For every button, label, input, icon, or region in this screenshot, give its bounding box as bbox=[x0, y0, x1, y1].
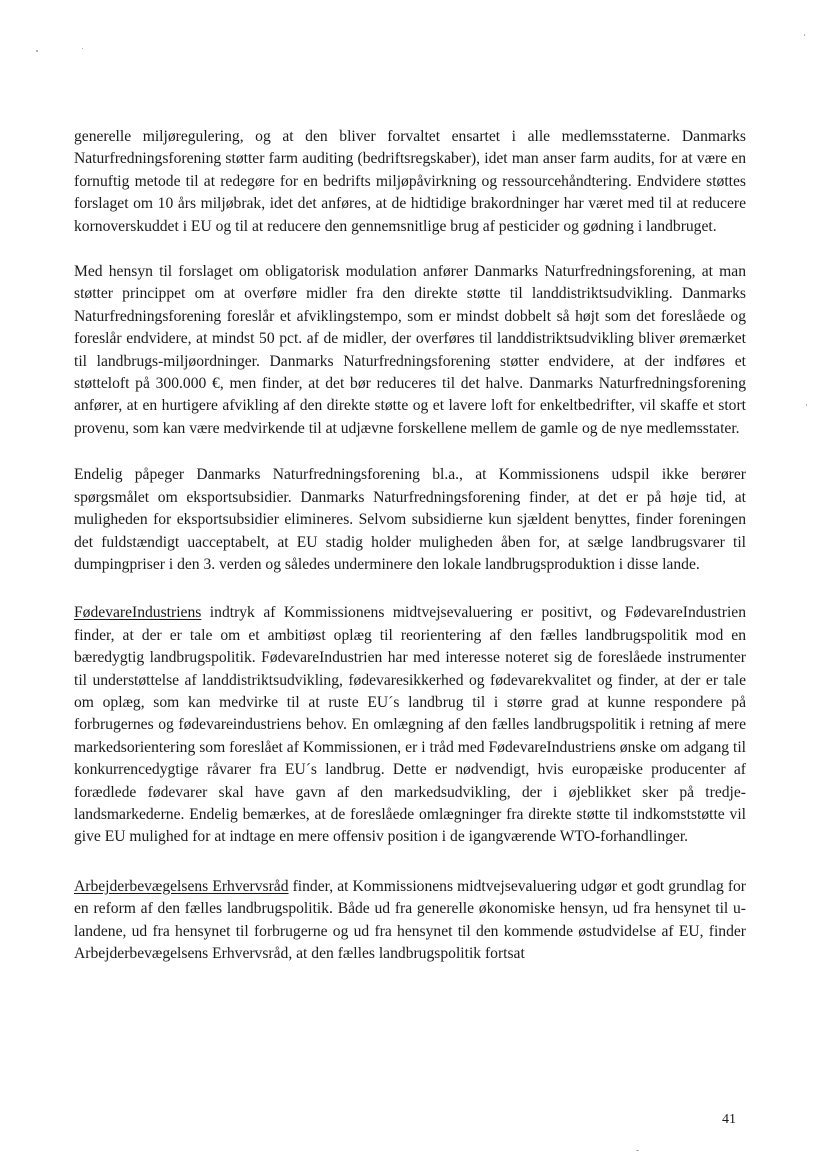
paragraph bbox=[74, 126, 746, 238]
paragraph-text: indtryk af Kommissionens midtvejsevaluering er positivt, og FødevareIndustrien finder, at der er tale om et ambitiøst oplæg til reorientering af den fælles landbrugspolitik mod en bæredygtig landbrugspolitik. FødevareIndustrien har med interesse noteret sig de foreslåede instrumenter til understøttelse af landdistriktsudvikling, fødevaresikkerhed og fødevarekvalitet og finder, at der er tale om oplæg, som kan medvirke til at ruste EU´s landbrug til i større grad at kunne respondere på forbrugernes og fødevareindustriens behov. En omlægning af den fælles landbrugspolitik i retning af mere markedsorientering som foreslået af Kommissionen, er i tråd med FødevareIndustriens ønske om adgang til konkurrencedygtige råvarer fra EU´s landbrug. Dette er nødvendigt, hvis europæiske producenter af forædlede fødevarer skal have gavn af den markedsudvikling, der i øjeblikket sker på tredje-landsmarkederne. Endelig bemærkes, at de foreslåede omlægninger fra direkte støtte til indkomststøtte vil give EU mulighed for at indtage en mere offensiv position i de igangværende WTO-forhandlinger. bbox=[74, 604, 746, 846]
document-body bbox=[74, 126, 746, 965]
scan-speck bbox=[636, 1150, 639, 1151]
paragraph-text: Endelig påpeger Danmarks Naturfredningsforening bl.a., at Kommissionens udspil ikke berører spørgsmålet om eksportsubsidier. Danmarks Naturfredningsforening finder, at det er på høje tid, at muligheden for eksportsubsidier elimineres. Selvom subsidierne kun sjældent benyttes, finder foreningen det fuldstændigt uacceptabelt, at EU stadig holder muligheden åben for, at sælge landbrugsvarer til dumpingpriser i den 3. verden og således underminere den lokale landbrugsproduktion i disse lande. bbox=[74, 466, 746, 573]
page-number: 41 bbox=[722, 1112, 736, 1127]
paragraph-text: Med hensyn til forslaget om obligatorisk modulation anfører Danmarks Naturfredningsforening, at man støtter princippet om at overføre midler fra den direkte støtte til landdistriktsudvikling. Danmarks Naturfredningsforening foreslår et afviklingstempo, som er mindst dobbelt så højt som det foreslåede og foreslår endvidere, at mindst 50 pct. af de midler, der overføres til landdistriktsudvikling bliver øremærket til landbrugs-miljøordninger. Danmarks Naturfredningsforening støtter endvidere, at der indføres et støtteloft på 300.000 €, men finder, at det bør reduceres til det halve. Danmarks Naturfredningsforening anfører, at en hurtigere afvikling af den direkte støtte og et lavere loft for enkeltbedrifter, vil skaffe et stort provenu, som kan være medvirkende til at udjævne forskellene mellem de gamle og de nye medlemsstater. bbox=[74, 263, 746, 437]
paragraph bbox=[74, 464, 746, 576]
scan-speck bbox=[804, 34, 805, 36]
paragraph bbox=[74, 602, 746, 848]
scan-speck bbox=[82, 48, 83, 49]
scan-speck bbox=[36, 50, 38, 52]
paragraph bbox=[74, 261, 746, 440]
paragraph bbox=[74, 876, 746, 966]
scan-speck bbox=[806, 404, 807, 406]
organization-name: FødevareIndustriens bbox=[74, 604, 202, 622]
paragraph-text: finder, at Kommissionens midtvejsevaluering udgør et godt grundlag for en reform af den fælles landbrugspolitik. Både ud fra generelle økonomiske hensyn, ud fra hensynet til u-landene, ud fra hensynet til forbrugerne og ud fra hensynet til den kommende østudvidelse af EU, finder Arbejderbevægelsens Erhvervsråd, at den fælles landbrugspolitik fortsat bbox=[74, 877, 746, 962]
paragraph-text: generelle miljøregulering, og at den bliver forvaltet ensartet i alle medlemsstaterne. Danmarks Naturfredningsforening støtter farm auditing (bedriftsregskaber), idet man anser farm audits, for at være en fornuftig metode til at redegøre for en bedrifts miljøpåvirkning og ressourcehåndtering. Endvidere støttes forslaget om 10 års miljøbrak, idet det anføres, at de hidtidige brakordninger har været med til at reducere kornoverskuddet i EU og til at reducere den gennemsnitlige brug af pesticider og gødning i landbruget. bbox=[74, 128, 746, 235]
organization-name: Arbejderbevægelsens Erhvervsråd bbox=[74, 877, 289, 895]
